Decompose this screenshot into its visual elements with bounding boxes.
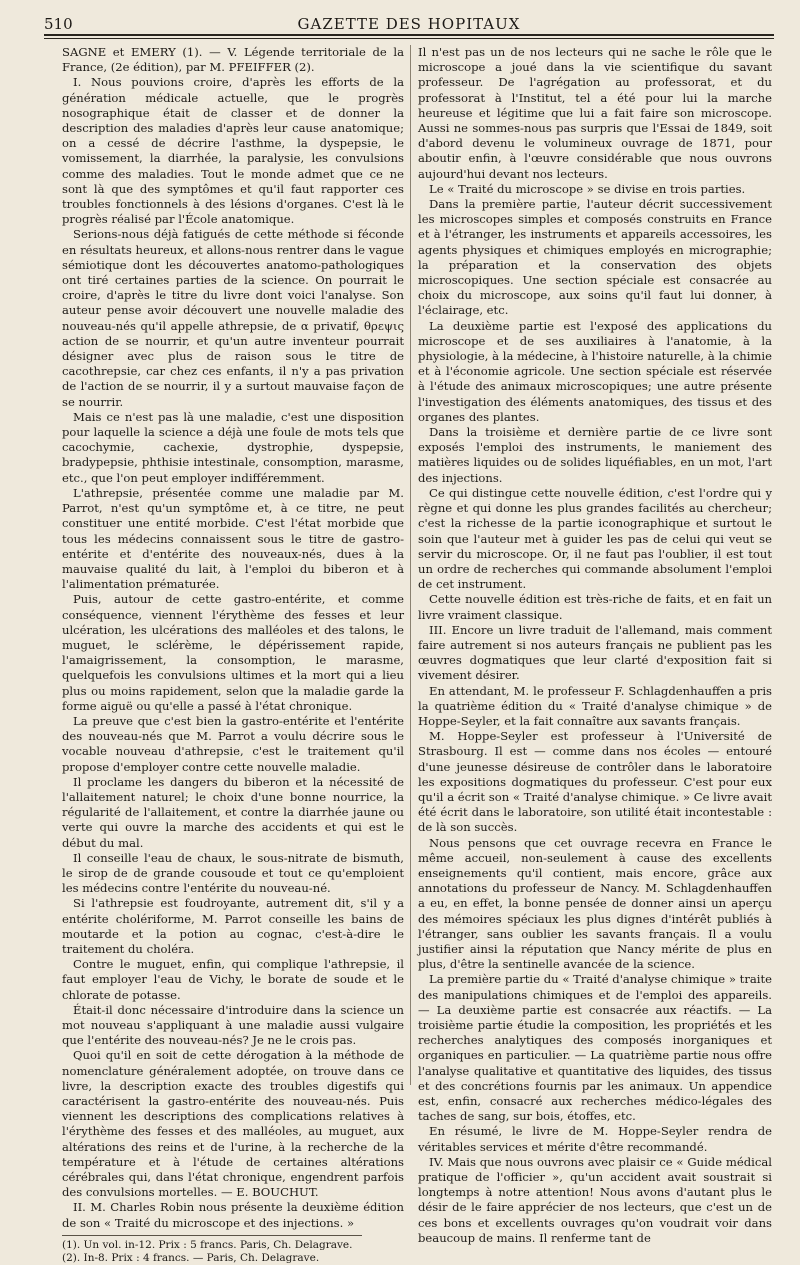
paragraph: Était-il donc nécessaire d'introduire dans la science un mot nouveau s'appliquant à une maladie aussi vulgaire que l'entérite des nouveau-nés? Je ne le crois pas. xyxy=(62,1002,404,1048)
paragraph: La première partie du « Traité d'analyse chimique » traite des manipulations chimiques et de l'emploi des appareils. — La deuxième partie est consacrée aux réactifs. — La troisième partie étudie la composition, les propriétés et les recherches analytiques des composés inorganiques et organiques en particulier. — La quatrième partie nous offre l'analyse qualitative et quantitative des liquides, des tissus et des concrétions fournis par les animaux. Un appendice est, enfin, consacré aux recherches médico-légales des taches de sang, sur bois, étoffes, etc. xyxy=(418,972,772,1124)
paragraph: Dans la première partie, l'auteur décrit successivement les microscopes simples et composés construits en France et à l'étranger, les instruments et appareils accessoires, les agents physiques et chimiques employés en micrographie; la préparation et la conservation des objets microscopiques. Une section spéciale est consacrée au choix du microscope, aux soins qu'il faut lui donner, à l'éclairage, etc. xyxy=(418,197,772,318)
footnote-rule xyxy=(62,1235,362,1236)
paragraph: La deuxième partie est l'exposé des applications du microscope et de ses auxiliaires à l'anatomie, à la physiologie, à la médecine, à l'histoire naturelle, à la chimie et à l'économie agricole. Une section spéciale est réservée à l'étude des animaux microscopiques; une autre présente l'investigation des éléments anatomiques, des tissus et des organes des plantes. xyxy=(418,318,772,424)
paragraph: En résumé, le livre de M. Hoppe-Seyler rendra de véritables services et mérite d'être recommandé. xyxy=(418,1124,772,1154)
paragraph: En attendant, M. le professeur F. Schlagdenhauffen a pris la quatrième édition du « Traité d'analyse chimique » de Hoppe-Seyler, et la fait connaître aux savants français. xyxy=(418,683,772,728)
journal-title: GAZETTE DES HOPITAUX xyxy=(297,15,521,33)
paragraph: Il proclame les dangers du biberon et la nécessité de l'allaitement naturel; le choix d'une bonne nourrice, la régularité de l'allaitement, et contre la diarrhée jaune ou verte qui ouvre la marche des accidents et qui est le début du mal. xyxy=(62,774,404,850)
paragraph: III. Encore un livre traduit de l'allemand, mais comment faire autrement si nos auteurs français ne publient pas les œuvres dogmatiques que leur clarté d'exposition fait si vivement désirer. xyxy=(418,622,772,683)
paragraph: Il conseille l'eau de chaux, le sous-nitrate de bismuth, le sirop de de grande cousoude et tout ce qu'emploient les médecins contre l'entérite du nouveau-né. xyxy=(62,850,404,896)
paragraph: Dans la troisième et dernière partie de ce livre sont exposés l'emploi des instruments, le maniement des matières liquides ou de solides liquéfiables, en un mot, l'art des injections. xyxy=(418,425,772,485)
paragraph: La preuve que c'est bien la gastro-entérite et l'entérite des nouveau-nés que M. Parrot a voulu décrire sous le vocable nouveau d'athrepsie, c'est le traitement qu'il propose d'employer contre cette nouvelle maladie. xyxy=(62,713,404,774)
paragraph: L'athrepsie, présentée comme une maladie par M. Parrot, n'est qu'un symptôme et, à ce titre, ne peut constituer une entité morbide. C'est l'état morbide que tous les médecins connaissent sous le titre de gastro-entérite et d'entérite des nouveaux-nés, dues à la mauvaise qualité du lait, à l'emploi du biberon et à l'alimentation prématurée. xyxy=(62,485,404,592)
paragraph: Nous pensons que cet ouvrage recevra en France le même accueil, non-seulement à cause des excellents enseignements qu'il contient, mais encore, grâce aux annotations du professeur de Nancy. M. Schlagdenhauffen a eu, en effet, la bonne pensée de donner ainsi un aperçu des mémoires spéciaux les plus dignes d'intérêt publiés à l'étranger, sans oublier les savants français. Il a voulu justifier ainsi la réputation que Nancy mérite de plus en plus, d'être la sentinelle avancée de la science. xyxy=(418,835,772,972)
paragraph: Mais ce n'est pas là une maladie, c'est une disposition pour laquelle la science a déjà une foule de mots tels que cacochymie, cachexie, dystrophie, dyspepsie, bradypepsie, phthisie intestinale, consomption, marasme, etc., que l'on peut employer indifféremment. xyxy=(62,409,404,485)
paragraph: Ce qui distingue cette nouvelle édition, c'est l'ordre qui y règne et qui donne les plus grandes facilités au chercheur; c'est la richesse de la partie iconographique et surtout le soin que l'auteur met à guider les pas de celui qui veut se servir du microscope. Or, il ne faut pas l'oublier, il est tout un ordre de recherches qui commande absolument l'emploi de cet instrument. xyxy=(418,485,772,592)
header-rule-thin xyxy=(44,38,774,39)
column-divider xyxy=(410,45,411,1085)
paragraph: Quoi qu'il en soit de cette dérogation à la méthode de nomenclature généralement adoptée, on trouve dans ce livre, la description exacte des troubles digestifs qui caractérisent la gastro-entérite des nouveau-nés. Puis viennent les descriptions des complications relatives à l'érythème des fesses et des malléoles, au muguet, aux altérations des reins et de l'urine, à la recherche de la température et à l'étude de certaines altérations cérébrales qui, dans l'état chronique, engendrent parfois des convulsions mortelles. — E. BOUCHUT. xyxy=(62,1048,404,1200)
footnote-1: (1). Un vol. in-12. Prix : 5 francs. Paris, Ch. Delagrave. xyxy=(62,1238,353,1251)
paragraph: Il n'est pas un de nos lecteurs qui ne sache le rôle que le microscope a joué dans la vie scientifique du savant professeur. De l'agrégation au professorat, et du professorat à l'Institut, tel a été pour lui la marche heureuse et légitime que lui a fait faire son microscope. Aussi ne sommes-nous pas surpris que l'Essai de 1849, soit d'abord devenu le volumineux ouvrage de 1871, pour aboutir enfin, à l'œuvre considérable que nous ouvrons aujourd'hui devant nos lecteurs. xyxy=(418,45,772,181)
paragraph: Le « Traité du microscope » se divise en trois parties. xyxy=(429,181,746,196)
left-column xyxy=(62,45,404,1265)
paragraph: Puis, autour de cette gastro-entérite, et comme conséquence, viennent l'érythème des fesses et leur ulcération, les ulcérations des malléoles et des talons, le muguet, le sclérème, le dépérissement rapide, l'amaigrissement, la consomption, le marasme, quelquefois les convulsions ultimes et la mort qui a lieu plus ou moins rapidement, selon que la maladie garde la forme aiguë ou qu'elle a passé à l'état chronique. xyxy=(62,592,404,713)
footnote-2: (2). In-8. Prix : 4 francs. — Paris, Ch. Delagrave. xyxy=(62,1251,320,1264)
review-intro: SAGNE et EMERY (1). — V. Légende territoriale de la France, (2e édition), par M. PFEIFFER (2). xyxy=(62,45,404,75)
page-number: 510 xyxy=(44,15,73,33)
right-column xyxy=(418,45,772,1246)
paragraph: I. Nous pouvions croire, d'après les efforts de la génération médicale actuelle, que le progrès nosographique était de classer et de donner la description des maladies d'après leur cause anatomique; on a cessé de décrire l'asthme, la dyspepsie, le vomissement, la diarrhée, la paralysie, les convulsions comme des maladies. Tout le monde admet que ce ne sont là que des symptômes et qu'il faut rapporter ces troubles fonctionnels à des lésions d'organes. C'est là le progrès réalisé par l'École anatomique. xyxy=(62,75,404,227)
paragraph: Serions-nous déjà fatigués de cette méthode si féconde en résultats heureux, et allons-nous rentrer dans le vague sémiotique dont les découvertes anatomo-pathologiques ont tiré certaines parties de la science. On pourrait le croire, d'après le titre du livre dont voici l'analyse. Son auteur pense avoir découvert une nouvelle maladie des nouveau-nés qu'il appelle athrepsie, de α privatif, θρεψις action de se nourrir, et qu'un autre inventeur pourrait désigner avec plus de raison sous le titre de cacothrepsie, car chez ces enfants, il n'y a pas privation de l'action de se nourrir, il y a surtout mauvaise façon de se nourrir. xyxy=(62,227,404,409)
paragraph: M. Hoppe-Seyler est professeur à l'Université de Strasbourg. Il est — comme dans nos écoles — entouré d'une jeunesse désireuse de contrôler dans le laboratoire les expositions dogmatiques du professeur. C'est pour eux qu'il a écrit son « Traité d'analyse chimique. » Ce livre avait été écrit dans le laboratoire, son utilité était incontestable : de là son succès. xyxy=(418,729,772,835)
paragraph: II. M. Charles Robin nous présente la deuxième édition de son « Traité du microscope et des injections. » xyxy=(62,1200,404,1230)
paragraph: Contre le muguet, enfin, qui complique l'athrepsie, il faut employer l'eau de Vichy, le borate de soude et le chlorate de potasse. xyxy=(62,957,404,1002)
paragraph: Si l'athrepsie est foudroyante, autrement dit, s'il y a entérite cholériforme, M. Parrot conseille les bains de moutarde et la potion au cognac, c'est-à-dire le traitement du choléra. xyxy=(62,896,404,956)
paragraph: Cette nouvelle édition est très-riche de faits, et en fait un livre vraiment classique. xyxy=(418,592,772,622)
header-rule xyxy=(44,34,774,36)
paragraph: IV. Mais que nous ouvrons avec plaisir ce « Guide médical pratique de l'officier », qu'un accident avait soustrait si longtemps à notre attention! Nous avons d'autant plus le désir de le faire apprécier de nos lecteurs, que c'est un de ces bons et excellents ouvrages qu'on voudrait voir dans beaucoup de mains. Il renferme tant de xyxy=(418,1154,772,1245)
